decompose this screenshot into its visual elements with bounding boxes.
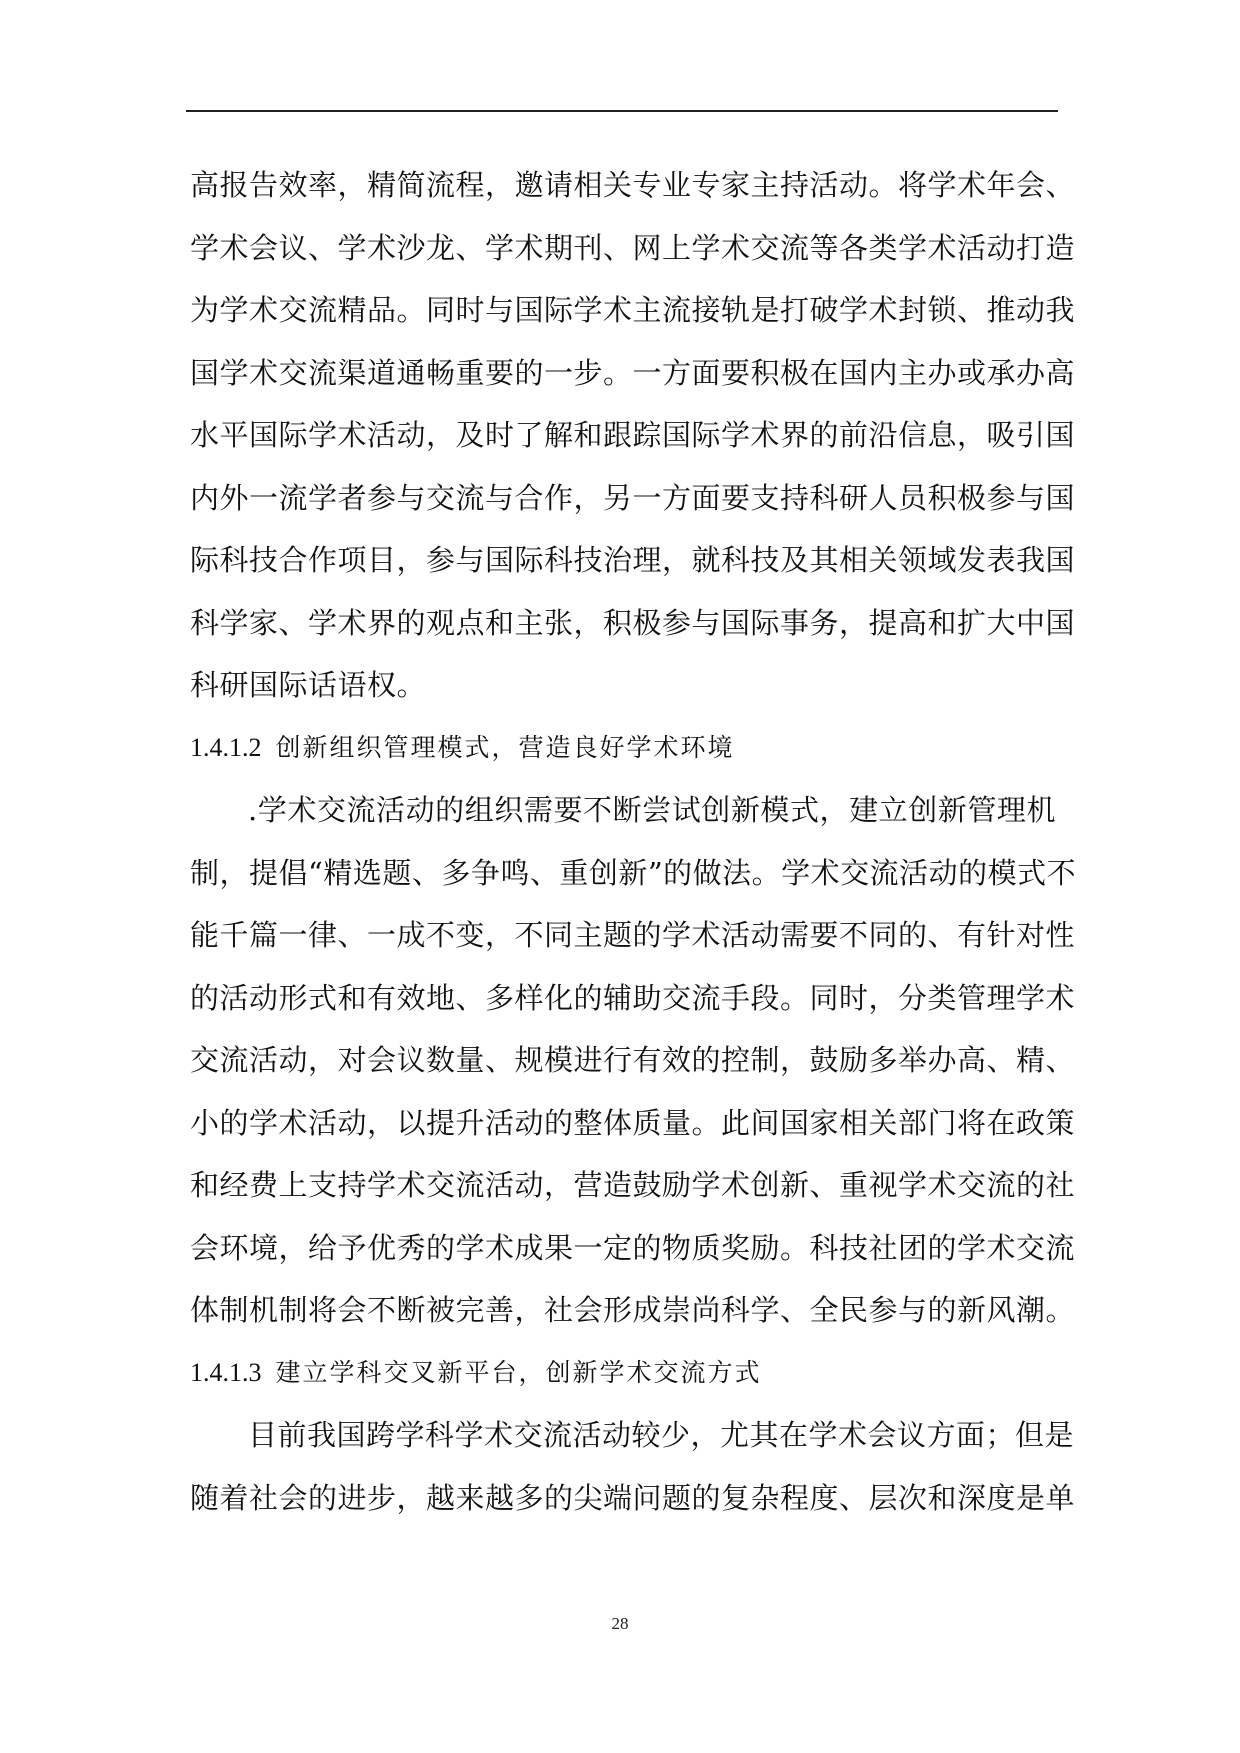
paragraph-line: 随着社会的进步，越来越多的尖端问题的复杂程度、层次和深度是单 [190, 1480, 1076, 1515]
paragraph-line: 体制机制将会不断被完善，社会形成崇尚科学、全民参与的新风潮。 [190, 1293, 1076, 1327]
paragraph-line: 小的学术活动，以提升活动的整体质量。此间国家相关部门将在政策 [190, 1105, 1076, 1140]
section-heading-1-4-1-2 [190, 717, 1056, 780]
paragraph-line: 水平国际学术活动，及时了解和跟踪国际学术界的前沿信息，吸引国 [190, 418, 1076, 452]
paragraph-3 [190, 1404, 1076, 1529]
page-number: 28 [611, 1614, 629, 1633]
section-number: 1.4.1.3 [190, 1357, 262, 1387]
section-heading-1-4-1-3 [190, 1342, 1056, 1405]
paragraph-1 [190, 154, 1076, 717]
paragraph-line: 科研国际话语权。 [190, 668, 427, 702]
paragraph-line: .学术交流活动的组织需要不断尝试创新模式，建立创新管理机 [248, 793, 1056, 827]
paragraph-line: 高报告效率，精简流程，邀请相关专业专家主持活动。将学术年会、 [190, 168, 1076, 202]
header-rule [186, 110, 1058, 112]
paragraph-line: 际科技合作项目，参与国际科技治理，就科技及其相关领域发表我国 [190, 543, 1076, 577]
paragraph-line: 学术会议、学术沙龙、学术期刊、网上学术交流等各类学术活动打造 [190, 230, 1076, 265]
paragraph-2 [190, 779, 1077, 1342]
section-title: 建立学科交叉新平台，创新学术交流方式 [275, 1357, 762, 1387]
paragraph-line: 制，提倡“精选题、多争鸣、重创新”的做法。学术交流活动的模式不 [190, 855, 1077, 890]
paragraph-line: 国学术交流渠道通畅重要的一步。一方面要积极在国内主办或承办高 [190, 355, 1076, 390]
paragraph-line: 科学家、学术界的观点和主张，积极参与国际事务，提高和扩大中国 [190, 605, 1076, 640]
paragraph-line: 和经费上支持学术交流活动，营造鼓励学术创新、重视学术交流的社 [190, 1168, 1076, 1202]
paragraph-line: 内外一流学者参与交流与合作，另一方面要支持科研人员积极参与国 [190, 480, 1076, 515]
section-title: 创新组织管理模式，营造良好学术环境 [275, 732, 735, 762]
paragraph-line: 会环境，给予优秀的学术成果一定的物质奖励。科技社团的学术交流 [190, 1230, 1076, 1265]
paragraph-line: 为学术交流精品。同时与国际学术主流接轨是打破学术封锁、推动我 [190, 293, 1076, 327]
document-body [190, 154, 1077, 1529]
paragraph-line: 交流活动，对会议数量、规模进行有效的控制，鼓励多举办高、精、 [190, 1043, 1076, 1077]
section-number: 1.4.1.2 [190, 732, 262, 762]
paragraph-line: 目前我国跨学科学术交流活动较少，尤其在学术会议方面；但是 [248, 1418, 1075, 1452]
paragraph-line: 能千篇一律、一成不变，不同主题的学术活动需要不同的、有针对性 [190, 918, 1076, 952]
paragraph-line: 的活动形式和有效地、多样化的辅助交流手段。同时，分类管理学术 [190, 980, 1076, 1015]
